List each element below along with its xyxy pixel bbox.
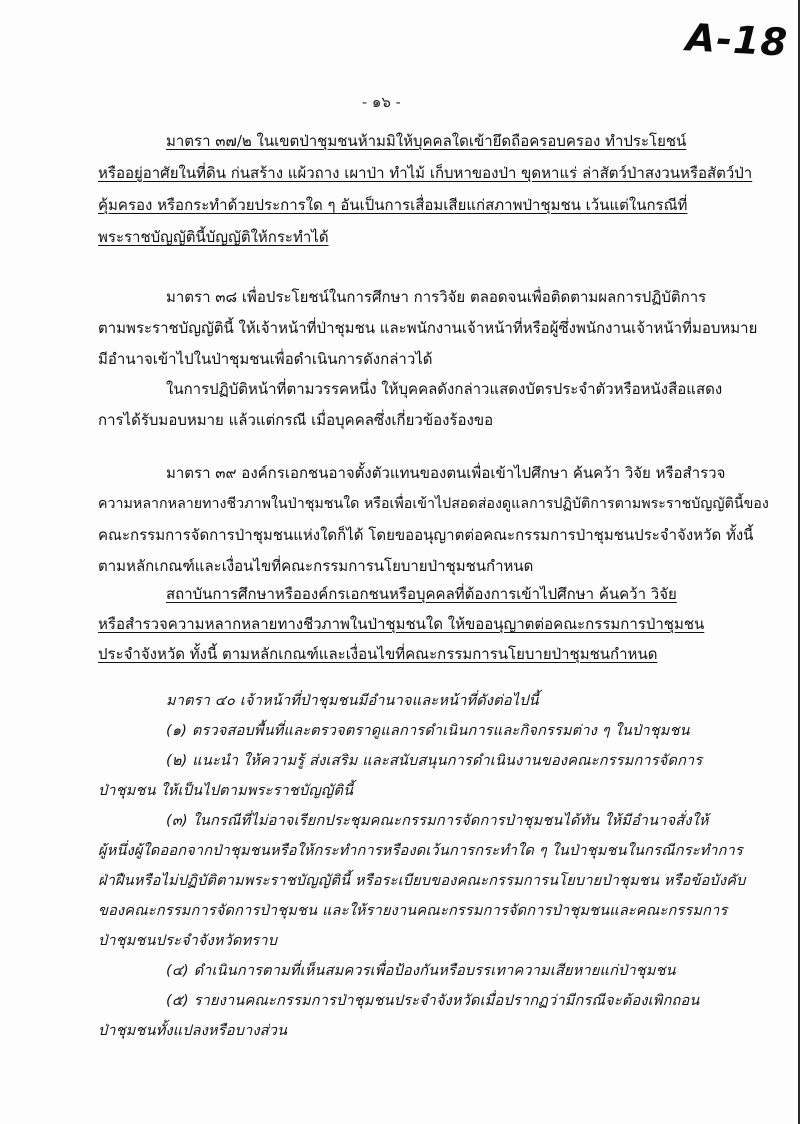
section-37-2-line: คุ้มครอง หรือกระทำด้วยประการใด ๆ อันเป็นการเสื่อมเสียแก่สภาพป่าชุมชน เว้นแต่ในกรณีที่ (98, 196, 688, 214)
section-39-line: หรือสำรวจความหลากหลายทางชีวภาพในป่าชุมชนใด ให้ขออนุญาตต่อคณะกรรมการป่าชุมชน (98, 615, 705, 633)
section-40-line: (๔) ดำเนินการตามที่เห็นสมควรเพื่อป้องกันหรือบรรเทาความเสียหายแก่ป่าชุมชน (166, 963, 676, 979)
section-39-line: ประจำจังหวัด ทั้งนี้ ตามหลักเกณฑ์และเงื่อนไขที่คณะกรรมการนโยบายป่าชุมชนกำหนด (98, 645, 658, 663)
section-40-line: ของคณะกรรมการจัดการป่าชุมชน และให้รายงานคณะกรรมการจัดการป่าชุมชนและคณะกรรมการ (98, 903, 728, 919)
section-37-2-line: พระราชบัญญัตินี้บัญญัติให้กระทำได้ (98, 228, 329, 246)
section-37-2-line: มาตรา ๓๗/๒ ในเขตป่าชุมชนห้ามมิให้บุคคลใดเข้ายึดถือครอบครอง ทำประโยชน์ (166, 132, 687, 150)
page-number: - ๑๖ - (362, 93, 401, 111)
section-40-line: ฝ่าฝืนหรือไม่ปฏิบัติตามพระราชบัญญัตินี้ หรือระเบียบของคณะกรรมการนโยบายป่าชุมชน หรือข้อบังคับ (98, 873, 746, 889)
section-39-line: ความหลากหลายทางชีวภาพในป่าชุมชนใด หรือเพื่อเข้าไปสอดส่องดูแลการปฏิบัติการตามพระราชบัญญัตินี้ของ (98, 496, 769, 512)
section-40-line: มาตรา ๔๐ เจ้าหน้าที่ป่าชุมชนมีอำนาจและหน้าที่ดังต่อไปนี้ (166, 693, 539, 709)
section-38-line: ในการปฏิบัติหน้าที่ตามวรรคหนึ่ง ให้บุคคลดังกล่าวแสดงบัตรประจำตัวหรือหนังสือแสดง (166, 380, 723, 398)
section-38-line: ตามพระราชบัญญัตินี้ ให้เจ้าหน้าที่ป่าชุมชน และพนักงานเจ้าหน้าที่หรือผู้ซึ่งพนักงานเจ้าหน้าที่มอบหมาย (98, 319, 758, 337)
section-38-line: มีอำนาจเข้าไปในป่าชุมชนเพื่อดำเนินการดังกล่าวได้ (98, 350, 433, 368)
document-code: A-18 (684, 15, 790, 65)
section-40-line: (๑) ตรวจสอบพื้นที่และตรวจตราดูแลการดำเนินการและกิจกรรมต่าง ๆ ในป่าชุมชน (166, 723, 690, 739)
section-40-line: ป่าชุมชนประจำจังหวัดทราบ (98, 933, 278, 949)
section-39-line: มาตรา ๓๙ องค์กรเอกชนอาจตั้งตัวแทนของตนเพื่อเข้าไปศึกษา ค้นคว้า วิจัย หรือสำรวจ (166, 464, 726, 482)
section-37-2-line: หรืออยู่อาศัยในที่ดิน ก่นสร้าง แผ้วถาง เผาป่า ทำไม้ เก็บหาของป่า ขุดหาแร่ ล่าสัตว์ป่าสงวนหรือสัตว์ป่า (98, 164, 753, 182)
section-40-line: (๓) ในกรณีที่ไม่อาจเรียกประชุมคณะกรรมการจัดการป่าชุมชนได้ทัน ให้มีอำนาจสั่งให้ (166, 813, 709, 829)
section-40-line: ป่าชุมชน ให้เป็นไปตามพระราชบัญญัตินี้ (98, 783, 354, 799)
section-39-line: ตามหลักเกณฑ์และเงื่อนไขที่คณะกรรมการนโยบายป่าชุมชนกำหนด (98, 557, 534, 575)
section-39-line: สถาบันการศึกษาหรือองค์กรเอกชนหรือบุคคลที่ต้องการเข้าไปศึกษา ค้นคว้า วิจัย (166, 585, 677, 603)
section-40-line: (๕) รายงานคณะกรรมการป่าชุมชนประจำจังหวัดเมื่อปรากฏว่ามีกรณีจะต้องเพิกถอน (166, 993, 700, 1009)
section-38-line: การได้รับมอบหมาย แล้วแต่กรณี เมื่อบุคคลซึ่งเกี่ยวข้องร้องขอ (98, 411, 494, 429)
section-40-line: ผู้หนึ่งผู้ใดออกจากป่าชุมชนหรือให้กระทำการหรืองดเว้นการกระทำใด ๆ ในป่าชุมชนในกรณีกระทำการ (98, 843, 743, 859)
section-40-line: ป่าชุมชนทั้งแปลงหรือบางส่วน (98, 1023, 288, 1039)
section-40-line: (๒) แนะนำ ให้ความรู้ ส่งเสริม และสนับสนุนการดำเนินงานของคณะกรรมการจัดการ (166, 753, 703, 769)
section-38-line: มาตรา ๓๘ เพื่อประโยชน์ในการศึกษา การวิจัย ตลอดจนเพื่อติดตามผลการปฏิบัติการ (166, 288, 707, 306)
section-39-line: คณะกรรมการจัดการป่าชุมชนแห่งใดก็ได้ โดยขออนุญาตต่อคณะกรรมการป่าชุมชนประจำจังหวัด ทั้งนี้ (98, 526, 754, 544)
